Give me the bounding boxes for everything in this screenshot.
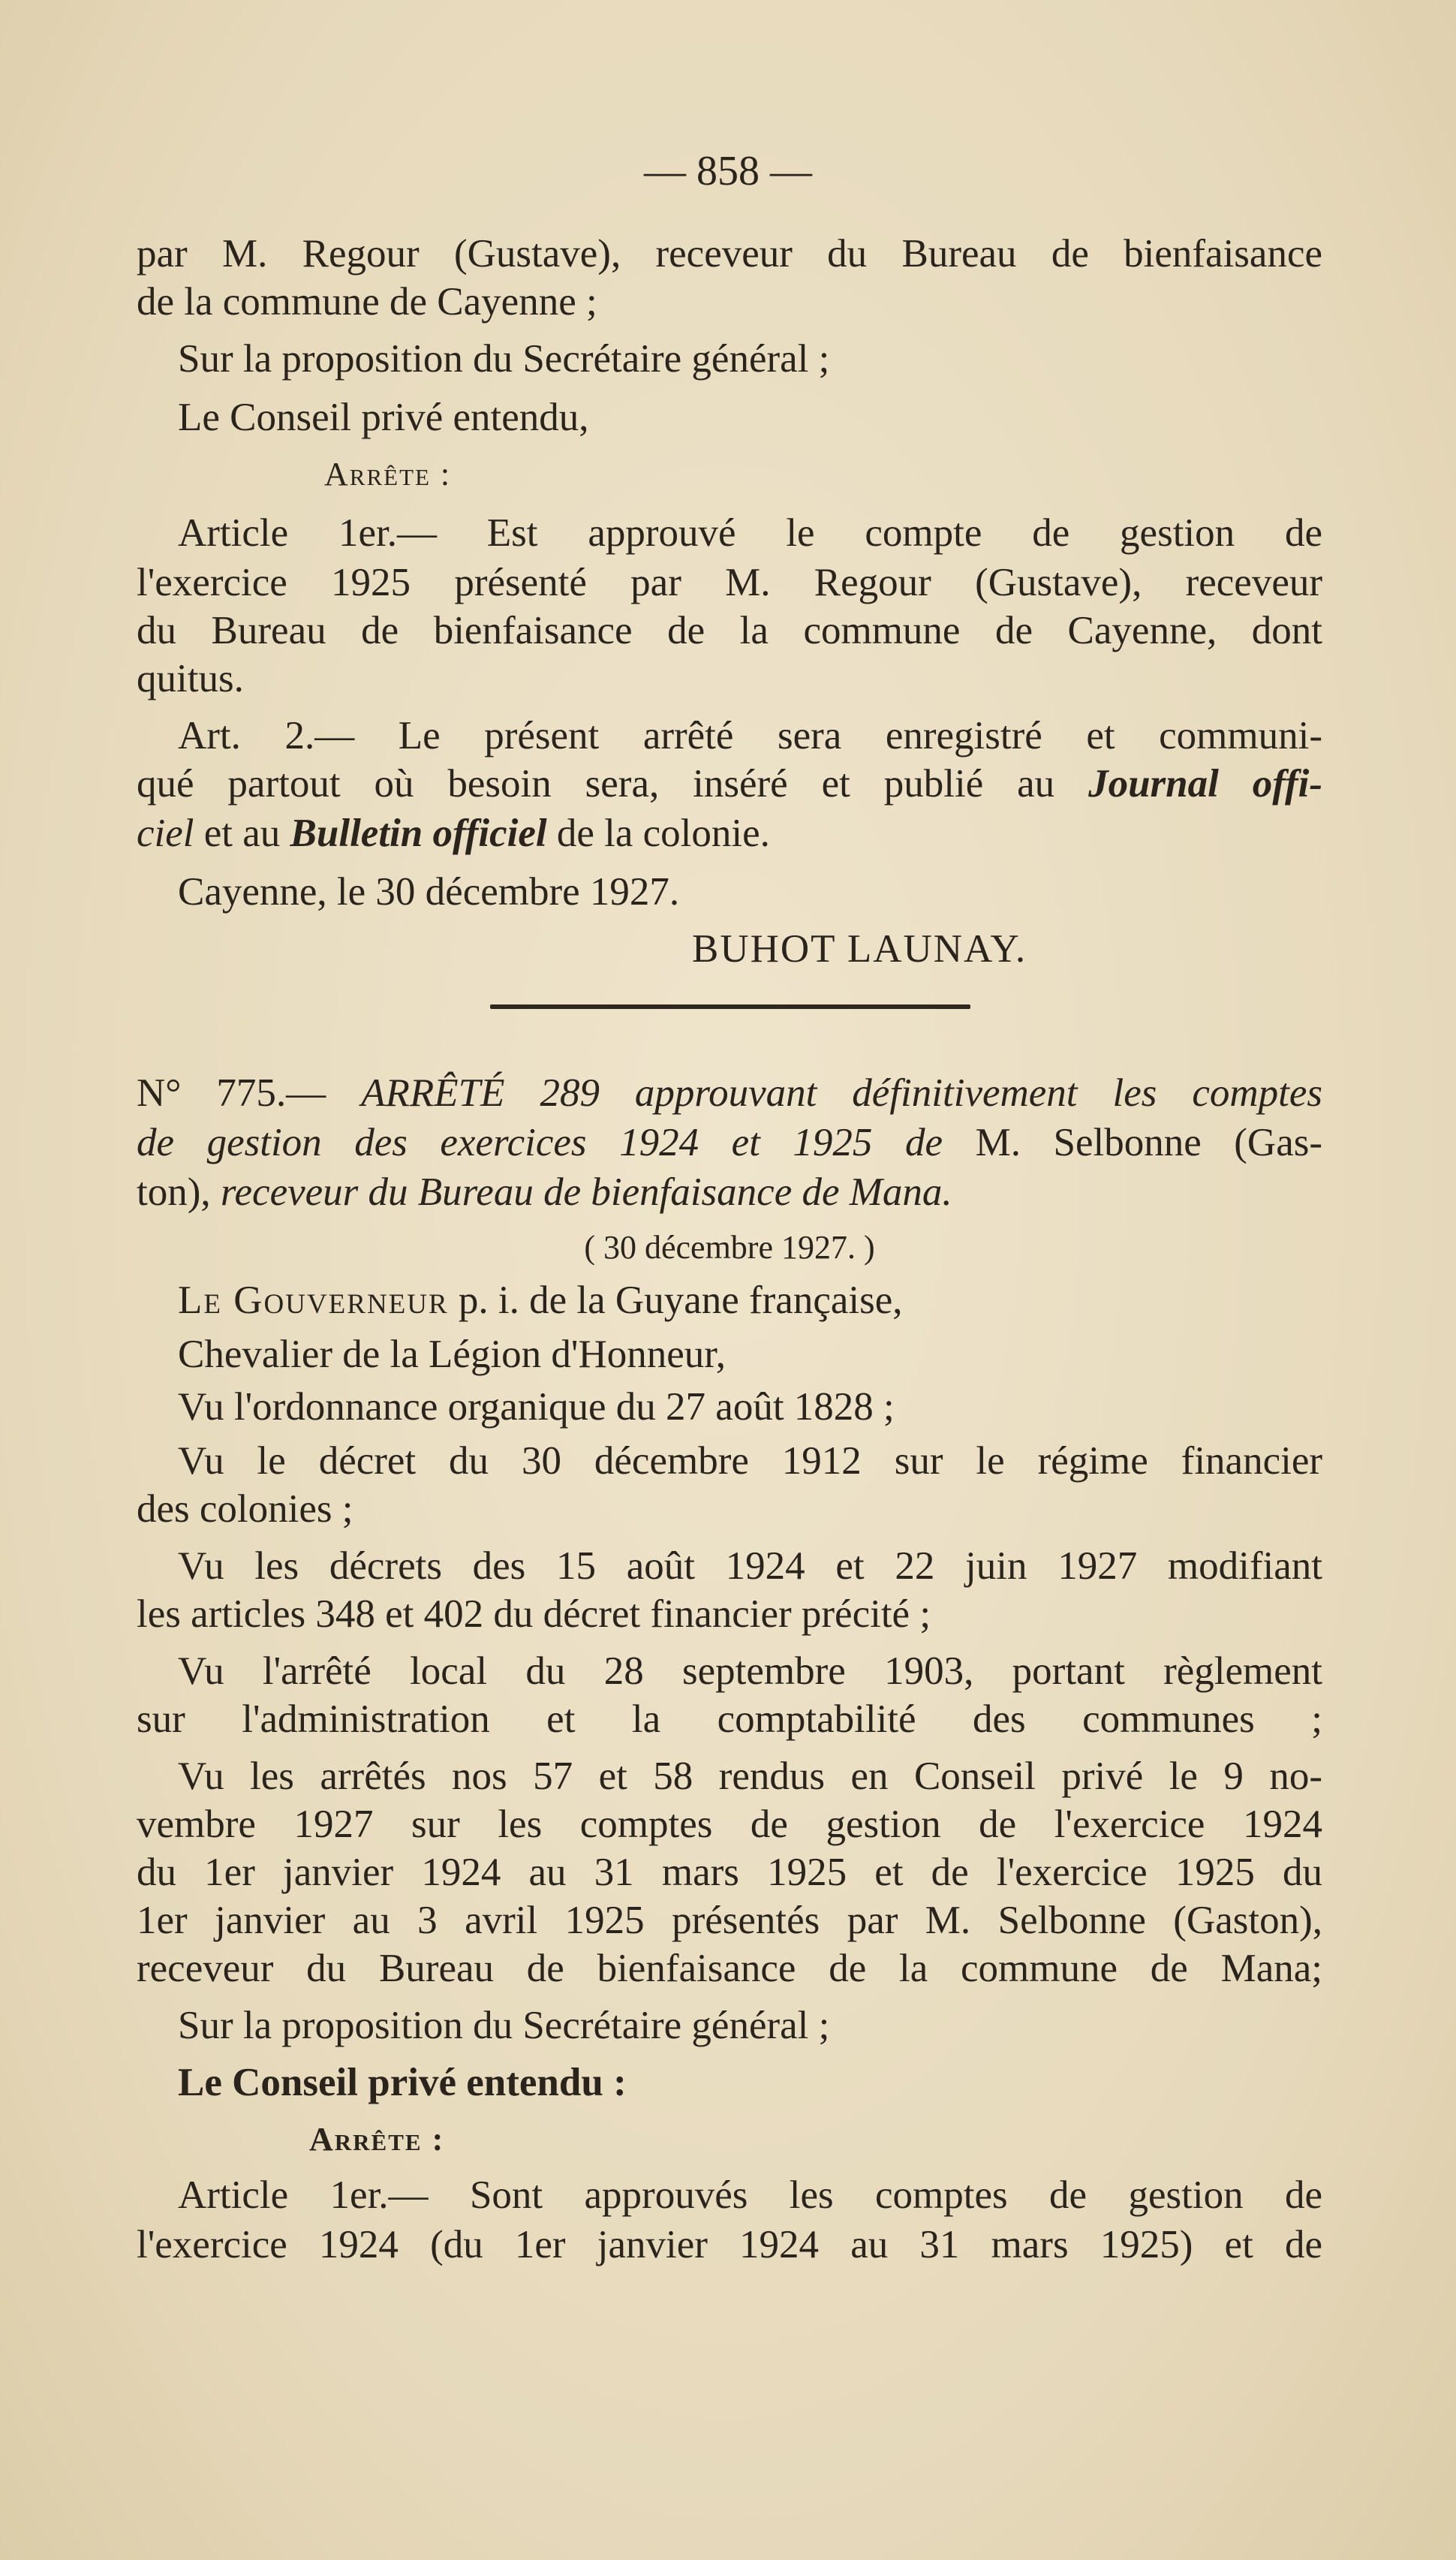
text-line: receveur du Bureau de bienfaisance de la commune de Mana;: [137, 1947, 1322, 1990]
text-line: quitus.: [137, 657, 244, 700]
text-span: qué partout où besoin sera, inséré et publié au: [137, 762, 1055, 806]
page-number: — 858 —: [644, 148, 812, 194]
decree-heading-line: [137, 1069, 1322, 1117]
text-line: Chevalier de la Légion d'Honneur,: [178, 1333, 726, 1376]
journal-title: Journal offi-: [1088, 762, 1323, 806]
text-line: Article 1er.— Est approuvé le compte de gestion de: [178, 511, 1322, 555]
text-span: ARRÊTÉ 289 approuvant définitivement les comptes: [361, 1071, 1322, 1115]
date-line: Cayenne, le 30 décembre 1927.: [178, 870, 680, 914]
text-line: Sur la proposition du Secrétaire général ;: [178, 2004, 830, 2047]
text-line: Vu les décrets des 15 août 1924 et 22 juin 1927 modifiant: [178, 1544, 1322, 1588]
text-line: Le Conseil privé entendu,: [178, 396, 589, 439]
text-line: Article 1er.— Sont approuvés les comptes de gestion de: [178, 2173, 1322, 2217]
text-span: receveur du Bureau de bienfaisance de Mana.: [220, 1170, 952, 1214]
text-span: et au: [203, 812, 281, 855]
arrete-heading: Arrête :: [324, 456, 452, 492]
text-line: Vu l'arrêté local du 28 septembre 1903, portant règlement: [178, 1649, 1322, 1693]
text-span: M. Selbonne (Gas-: [975, 1121, 1322, 1164]
text-line: 1er janvier au 3 avril 1925 présentés par M. Selbonne (Gaston),: [137, 1899, 1322, 1942]
text-line: sur l'administration et la comptabilité des communes ;: [137, 1697, 1322, 1741]
decree-date: ( 30 décembre 1927. ): [584, 1229, 875, 1266]
decree-heading-line: [137, 1168, 1322, 1216]
signature-name: BUHOT LAUNAY.: [692, 927, 1027, 971]
arrete-heading: Arrête :: [309, 2121, 445, 2158]
text-line: Vu les arrêtés nos 57 et 58 rendus en Conseil privé le 9 no-: [178, 1754, 1322, 1798]
text-line: Le Conseil privé entendu :: [178, 2061, 627, 2104]
text-line: l'exercice 1925 présenté par M. Regour (Gustave), receveur: [137, 561, 1322, 604]
text-line: [137, 760, 1322, 808]
text-span: de gestion des exercices 1924 et 1925 de: [137, 1121, 943, 1164]
text-line: par M. Regour (Gustave), receveur du Bureau de bienfaisance: [137, 232, 1322, 276]
bulletin-title: Bulletin officiel: [290, 812, 547, 855]
text-line: vembre 1927 sur les comptes de gestion de l'exercice 1924: [137, 1803, 1322, 1846]
text-line: du Bureau de bienfaisance de la commune de Cayenne, dont: [137, 609, 1322, 652]
text-line: [137, 1276, 1322, 1324]
text-span: ciel: [137, 812, 194, 855]
text-line: [137, 809, 1322, 857]
decree-heading-line: [137, 1119, 1322, 1167]
governor-title: Le Gouverneur: [178, 1278, 449, 1322]
text-line: Vu le décret du 30 décembre 1912 sur le régime financier: [178, 1439, 1322, 1483]
decree-number: N° 775.—: [137, 1071, 326, 1115]
section-divider: [490, 1004, 970, 1009]
text-line: Vu l'ordonnance organique du 27 août 1828 ;: [178, 1385, 895, 1429]
text-line: les articles 348 et 402 du décret financier précité ;: [137, 1592, 931, 1636]
text-line: Art. 2.— Le présent arrêté sera enregistré et communi-: [178, 714, 1322, 757]
text-line: l'exercice 1924 (du 1er janvier 1924 au 31 mars 1925) et de: [137, 2223, 1322, 2266]
text-line: des colonies ;: [137, 1487, 353, 1531]
text-line: de la commune de Cayenne ;: [137, 280, 597, 324]
text-span: de la colonie.: [556, 812, 770, 855]
text-span: p. i. de la Guyane française,: [458, 1278, 903, 1322]
text-span: ton),: [137, 1170, 211, 1214]
text-line: du 1er janvier 1924 au 31 mars 1925 et de l'exercice 1925 du: [137, 1851, 1322, 1894]
text-line: Sur la proposition du Secrétaire général ;: [178, 337, 830, 381]
